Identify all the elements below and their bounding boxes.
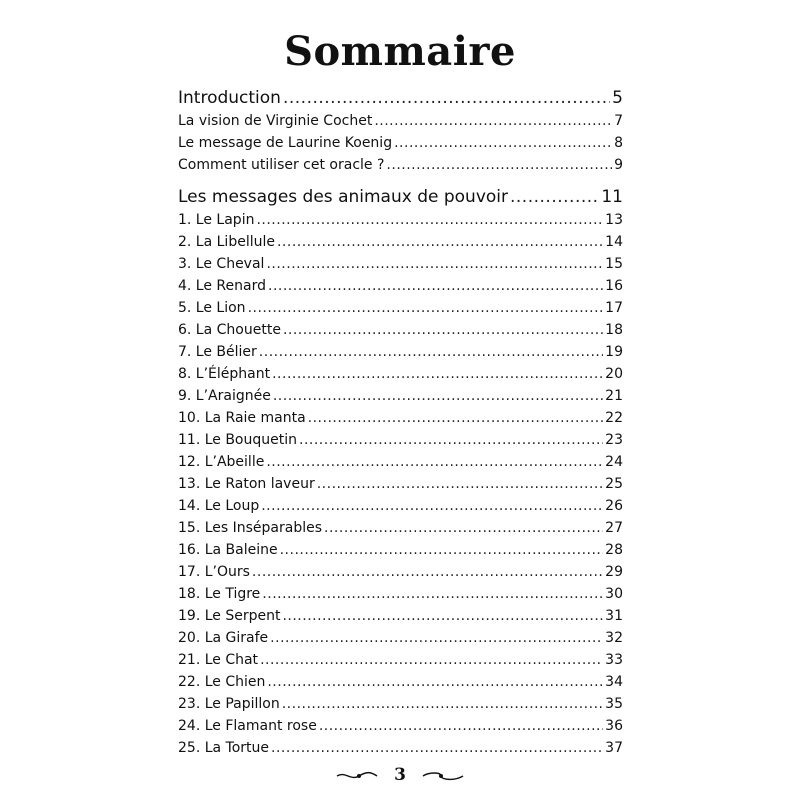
toc-section-heading	[178, 185, 623, 209]
leader-dots	[252, 561, 603, 583]
leader-dots	[386, 154, 612, 176]
toc-entry-label: Les messages des animaux de pouvoir	[178, 187, 508, 207]
toc-entry	[178, 495, 623, 517]
toc-entry-label: 23. Le Papillon	[178, 696, 280, 712]
toc-entry-label: 2. La Libellule	[178, 234, 275, 250]
toc-entry	[178, 429, 623, 451]
toc-intro-section	[178, 86, 623, 176]
toc-page-number: 28	[605, 542, 623, 558]
toc-entry-label: 13. Le Raton laveur	[178, 476, 315, 492]
toc-entry-label: 21. Le Chat	[178, 652, 259, 668]
toc-entry-label: Le message de Laurine Koenig	[178, 135, 393, 151]
toc-entry	[178, 231, 623, 253]
toc-page-number: 21	[605, 388, 623, 404]
toc-animals-section	[178, 185, 623, 759]
leader-dots	[260, 649, 603, 671]
toc-entry	[178, 605, 623, 627]
toc-entry	[178, 132, 623, 154]
leader-dots	[266, 253, 603, 275]
toc-entry	[178, 737, 623, 759]
leader-dots	[270, 627, 603, 649]
leader-dots	[268, 275, 603, 297]
leader-dots	[271, 737, 603, 759]
toc-entry	[178, 297, 623, 319]
toc-page-number: 11	[601, 187, 623, 207]
toc-page-number: 27	[605, 520, 623, 536]
leader-dots	[299, 429, 603, 451]
toc-entry	[178, 561, 623, 583]
toc-entry-label: 19. Le Serpent	[178, 608, 281, 624]
toc-page-number: 17	[605, 300, 623, 316]
toc-entry	[178, 154, 623, 176]
toc-entry-label: 18. Le Tigre	[178, 586, 261, 602]
toc-entry	[178, 319, 623, 341]
toc-page-number: 5	[612, 88, 623, 108]
leader-dots	[261, 495, 603, 517]
toc-page-number: 25	[605, 476, 623, 492]
toc-entry	[178, 209, 623, 231]
leader-dots	[248, 297, 604, 319]
leader-dots	[282, 605, 603, 627]
toc-entry-label: 9. L’Araignée	[178, 388, 271, 404]
page-number: 3	[394, 765, 406, 785]
leader-dots	[282, 693, 603, 715]
toc-entry-label: 3. Le Cheval	[178, 256, 265, 272]
page-footer	[0, 765, 800, 785]
toc-page-number: 8	[614, 135, 623, 151]
toc-page-number: 23	[605, 432, 623, 448]
toc-page-number: 37	[605, 740, 623, 756]
toc-entry-label: 4. Le Renard	[178, 278, 266, 294]
toc-page-number: 9	[614, 157, 623, 173]
toc-page-number: 26	[605, 498, 623, 514]
leader-dots	[267, 671, 603, 693]
toc-page-number: 13	[605, 212, 623, 228]
toc-entry	[178, 451, 623, 473]
toc-entry	[178, 341, 623, 363]
leader-dots	[262, 583, 603, 605]
toc-page-number: 16	[605, 278, 623, 294]
toc-entry	[178, 253, 623, 275]
toc-entry-label: 17. L’Ours	[178, 564, 250, 580]
toc-entry	[178, 693, 623, 715]
toc-page-number: 24	[605, 454, 623, 470]
toc-page-number: 14	[605, 234, 623, 250]
toc-entry	[178, 649, 623, 671]
toc-page-number: 18	[605, 322, 623, 338]
toc-entry	[178, 517, 623, 539]
toc-entry	[178, 583, 623, 605]
toc-page-number: 19	[605, 344, 623, 360]
leader-dots	[273, 385, 603, 407]
toc-entry	[178, 539, 623, 561]
flourish-ornament-right-icon	[421, 769, 465, 783]
toc-entry-label: 12. L’Abeille	[178, 454, 265, 470]
toc-entry-label: 6. La Chouette	[178, 322, 281, 338]
leader-dots	[259, 341, 603, 363]
leader-dots	[374, 110, 612, 132]
toc-page-number: 20	[605, 366, 623, 382]
toc-page-number: 35	[605, 696, 623, 712]
toc-entry-label: 25. La Tortue	[178, 740, 270, 756]
toc-page-number: 30	[605, 586, 623, 602]
toc-entry-label: 24. Le Flamant rose	[178, 718, 317, 734]
toc-entry-label: La vision de Virginie Cochet	[178, 113, 373, 129]
toc-page-number: 32	[605, 630, 623, 646]
leader-dots	[272, 363, 603, 385]
toc-entry-label: 22. Le Chien	[178, 674, 266, 690]
toc-entry-label: 8. L’Éléphant	[178, 366, 271, 382]
toc-page-number: 22	[605, 410, 623, 426]
toc-animal-list	[178, 209, 623, 759]
toc-entry-label: 16. La Baleine	[178, 542, 278, 558]
toc-entry-label: 11. Le Bouquetin	[178, 432, 297, 448]
toc-entry-label: 1. Le Lapin	[178, 212, 255, 228]
toc-page-number: 36	[605, 718, 623, 734]
toc-entry-label: Introduction	[178, 88, 281, 108]
leader-dots	[283, 319, 603, 341]
leader-dots	[280, 539, 604, 561]
toc-entry-label: 7. Le Bélier	[178, 344, 257, 360]
toc-entry	[178, 473, 623, 495]
leader-dots	[266, 451, 603, 473]
toc-entry	[178, 110, 623, 132]
toc-page-number: 33	[605, 652, 623, 668]
toc-page-number: 15	[605, 256, 623, 272]
leader-dots	[319, 715, 603, 737]
toc-entry	[178, 407, 623, 429]
toc-section-heading	[178, 86, 623, 110]
flourish-ornament-left-icon	[335, 769, 379, 783]
toc-entry-label: 10. La Raie manta	[178, 410, 306, 426]
toc-entry-label: 20. La Girafe	[178, 630, 269, 646]
toc-entry-label: 5. Le Lion	[178, 300, 246, 316]
leader-dots	[308, 407, 604, 429]
toc-page-number: 34	[605, 674, 623, 690]
toc-entry-label: 15. Les Inséparables	[178, 520, 323, 536]
page-title: Sommaire	[284, 28, 516, 75]
toc-entry	[178, 275, 623, 297]
toc-entry	[178, 627, 623, 649]
toc-entry-label: 14. Le Loup	[178, 498, 260, 514]
leader-dots	[394, 132, 612, 154]
toc-entry	[178, 671, 623, 693]
toc-entry	[178, 363, 623, 385]
toc-entry	[178, 385, 623, 407]
toc-page-number: 7	[614, 113, 623, 129]
toc-entry	[178, 715, 623, 737]
leader-dots	[256, 209, 603, 231]
leader-dots	[283, 86, 610, 110]
leader-dots	[510, 185, 599, 209]
leader-dots	[277, 231, 603, 253]
toc-page-number: 29	[605, 564, 623, 580]
leader-dots	[317, 473, 603, 495]
leader-dots	[324, 517, 603, 539]
toc-entry-label: Comment utiliser cet oracle ?	[178, 157, 385, 173]
toc-page-number: 31	[605, 608, 623, 624]
